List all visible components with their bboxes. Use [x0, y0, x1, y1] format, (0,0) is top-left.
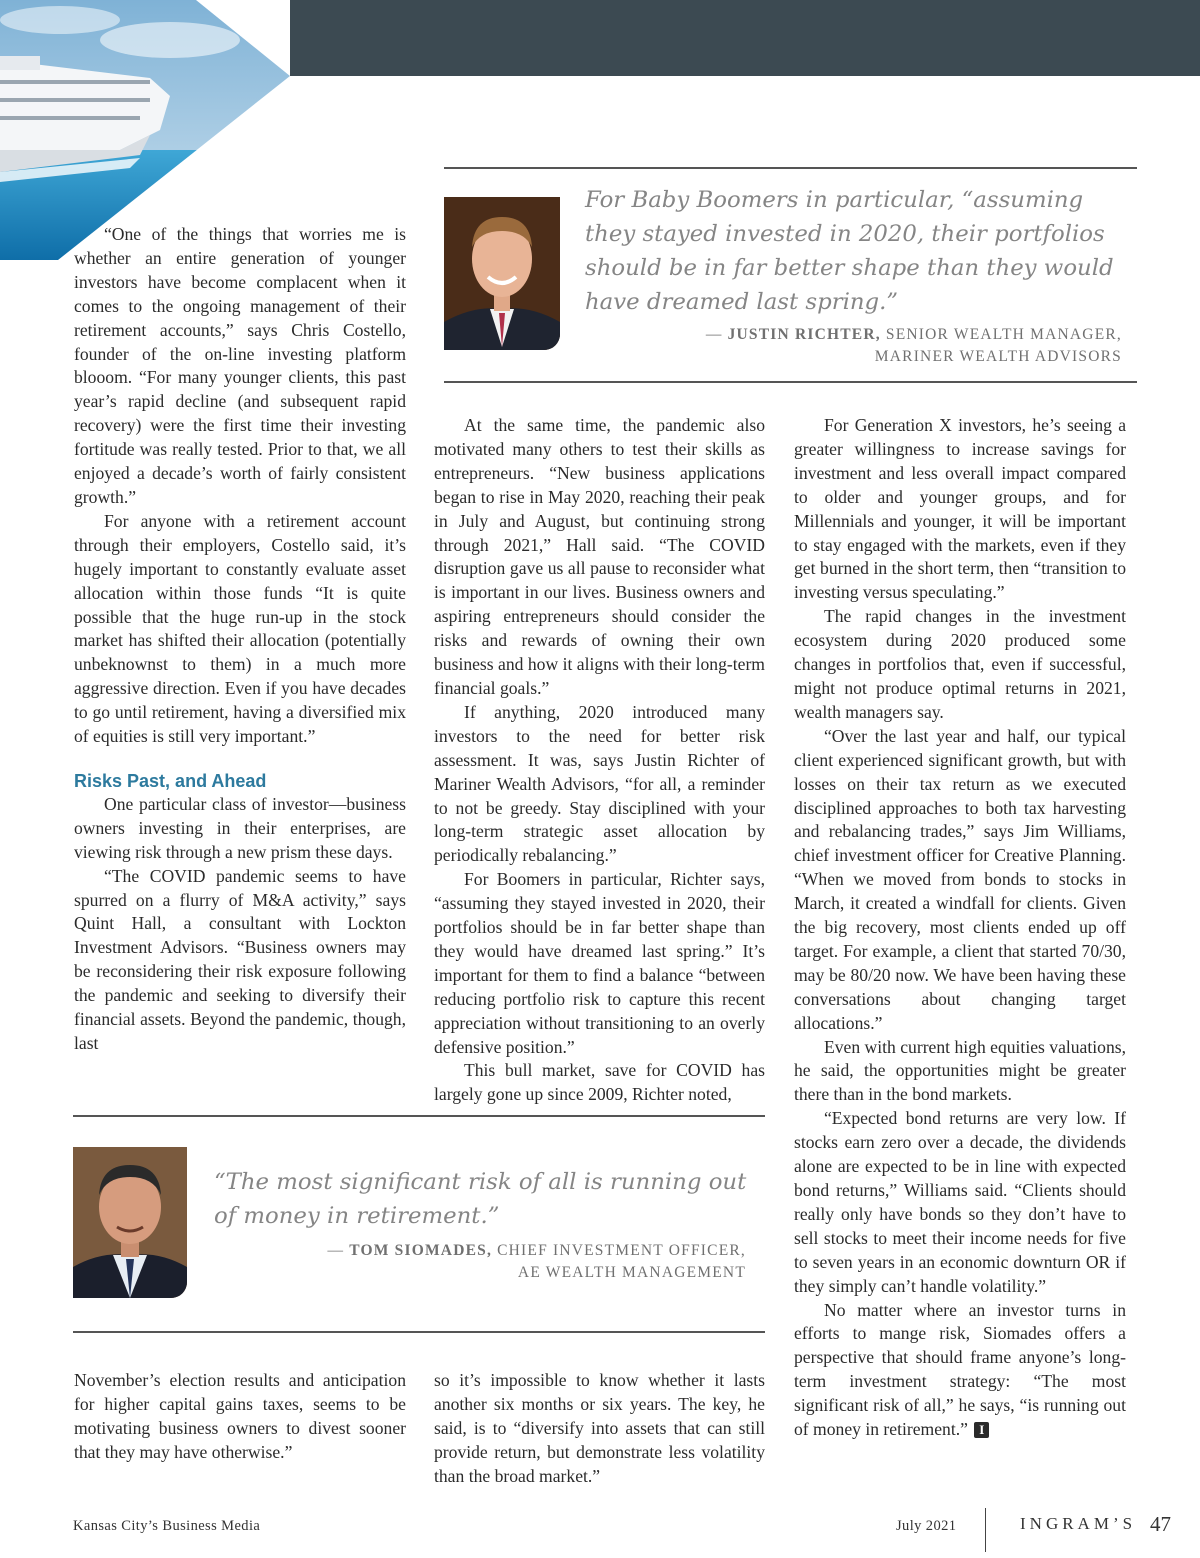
quote1-top-rule [444, 167, 1137, 169]
col2-paragraph-3: For Boomers in particular, Richter says, “assuming they stayed invested in 2020, their portfolios should be in far better shape than they would have dreamed last spring.” It’s important for them to find a balance “between reducing portfolio risk to capture this recent appreciation without transitioning to an overly defensive position.” [434, 869, 765, 1057]
col2-paragraph-1: At the same time, the pandemic also motivated many others to test their skills as entrepreneurs. “New business applications began to rise in May 2020, reaching their peak in July and August, but continuing strong through 2021,” Hall said. “The COVID disruption gave us all pause to reconsider what is important in our lives. Business owners and aspiring entrepreneurs should consider the risks and rewards of owning their own business and how it aligns with their long-term financial goals.” [434, 415, 765, 698]
quote1-dash: — [705, 326, 728, 343]
footer-publication: Kansas City’s Business Media [73, 1518, 261, 1534]
col1-paragraph-3: One particular class of investor—business owners investing in their enterprises, are viewing risk through a new prism these days. [74, 793, 406, 862]
col1-paragraph-1: “One of the things that worries me is whether an entire generation of younger investors have become complacent when it comes to the ongoing management of their retirement accounts,” says Chris Costello, founder of the on-line investing platform blooom. “For many younger clients, this past year’s rapid decline (and subsequent rapid recovery) were the first time their investing fortitude was really tested. Prior to that, we all enjoyed a decade’s worth of fairly consistent growth.” [74, 224, 406, 507]
quote2-attribution [214, 1240, 746, 1284]
col3-paragraph-6 [794, 1299, 1126, 1442]
col3-paragraph-4: Even with current high equities valuations, he said, the opportunities might be greater there than in the bond markets. [794, 1036, 1126, 1105]
header-band [290, 0, 1200, 76]
section-heading: Risks Past, and Ahead [74, 770, 267, 791]
col2-bottom-paragraph: so it’s impossible to know whether it lasts another six months or six years. The key, he said, is to “diversify into assets that can still provide return, but demonstrate less volatility than the broad market.” [434, 1370, 765, 1486]
col3-paragraph-2: The rapid changes in the investment ecosystem during 2020 produced some changes in portfolios that, even if successful, might not produce optimal returns in 2021, wealth managers say. [794, 606, 1126, 722]
quote2-title1: CHIEF INVESTMENT OFFICER, [492, 1242, 746, 1259]
quote2-text: “The most significant risk of all is running out of money in retirement.” [214, 1169, 747, 1229]
col3-paragraph-6-text: No matter where an investor turns in efforts to mange risk, Siomades offers a perspective that should frame anyone’s long-term investment strategy: “The most significant risk of all,” he says, “is running out of money in retirement.” [794, 1299, 1126, 1440]
quote1-name: JUSTIN RICHTER, [727, 326, 881, 343]
quote2-dash: — [327, 1242, 350, 1259]
quote2-title2: AE WEALTH MANAGEMENT [517, 1264, 746, 1281]
quote1-text: For Baby Boomers in particular, “assuming they stayed invested in 2020, their portfolios should be in far better shape than they would have dreamed last spring.” [585, 187, 1114, 315]
justin-richter-photo [444, 197, 560, 350]
column-2-bottom [434, 1369, 765, 1489]
column-3 [794, 414, 1126, 1442]
quote1-bottom-rule [444, 381, 1137, 383]
quote1-attribution [585, 324, 1122, 368]
quote2-name: TOM SIOMADES, [349, 1242, 493, 1259]
col3-paragraph-1: For Generation X investors, he’s seeing a greater willingness to increase savings for investment and less overall impact compared to older and younger groups, and for Millennials and younger, it will be important to stay engaged with the markets, even if they get burned in the short term, then “transition to investing versus speculating.” [794, 415, 1126, 603]
quote1-title2: MARINER WEALTH ADVISORS [874, 348, 1122, 365]
tom-siomades-photo [73, 1147, 187, 1298]
col3-paragraph-5: “Expected bond returns are very low. If stocks earn zero over a decade, the dividends alone are expected to be in line with expected bond returns,” Williams said. “Clients should really only have bonds so they don’t have to sell stocks to meet their income needs for five to seven years in an economic downturn OR if they simply can’t handle volatility.” [794, 1108, 1126, 1296]
cruise-ship-image [0, 0, 300, 260]
col2-paragraph-4: This bull market, save for COVID has largely gone up since 2009, Richter noted, [434, 1060, 765, 1105]
quote2-top-rule [73, 1115, 765, 1117]
col1-paragraph-4: “The COVID pandemic seems to have spurred on a flurry of M&A activity,” says Quint Hall, a consultant with Lockton Investment Advisors. “Business owners may be reconsidering their risk exposure following the pandemic and seeking to diversify their financial assets. Beyond the pandemic, though, last [74, 865, 406, 1053]
footer-date: July 2021 [896, 1518, 957, 1534]
page-number: 47 [1150, 1512, 1171, 1536]
col1-paragraph-2: For anyone with a retirement account through their employers, Costello said, it’s hugely important to constantly evaluate asset allocation within those funds “It is quite possible that the huge run-up in the stock market has shifted their allocation (potentially unbeknownst to them) in a much more aggressive direction. Even if you have decades to go until retirement, having a diversified mix of equities is still very important.” [74, 510, 406, 747]
footer-brand: INGRAM’S [1020, 1514, 1137, 1533]
quote2-bottom-rule [73, 1331, 765, 1333]
column-2-top [434, 414, 765, 1107]
end-mark-icon: I [974, 1422, 989, 1438]
col3-paragraph-3: “Over the last year and half, our typical client experienced significant growth, but with losses on their tax return as we executed disciplined approaches to both tax harvesting and rebalancing trades,” says Jim Williams, chief investment officer for Creative Planning. “When we moved from bonds to stocks in March, it created a windfall for clients. Given the big recovery, most clients ended up off target. For example, a client that started 70/30, may be 80/20 now. We have been having these conversations about changing target allocations.” [794, 725, 1126, 1033]
column-1-bottom [74, 1369, 406, 1465]
quote1-title1: SENIOR WEALTH MANAGER, [880, 326, 1122, 343]
col1-bottom-paragraph: November’s election results and anticipation for higher capital gains taxes, seems to be motivating business owners to divest sooner that they may have otherwise.” [74, 1370, 406, 1462]
col2-paragraph-2: If anything, 2020 introduced many investors to the need for better risk assessment. It was, says Justin Richter of Mariner Wealth Advisors, “for all, a reminder to not be greedy. Stay disciplined with your long-term strategic asset allocation by periodically rebalancing.” [434, 701, 765, 866]
column-1-top [74, 223, 406, 1056]
footer-divider [985, 1508, 986, 1552]
